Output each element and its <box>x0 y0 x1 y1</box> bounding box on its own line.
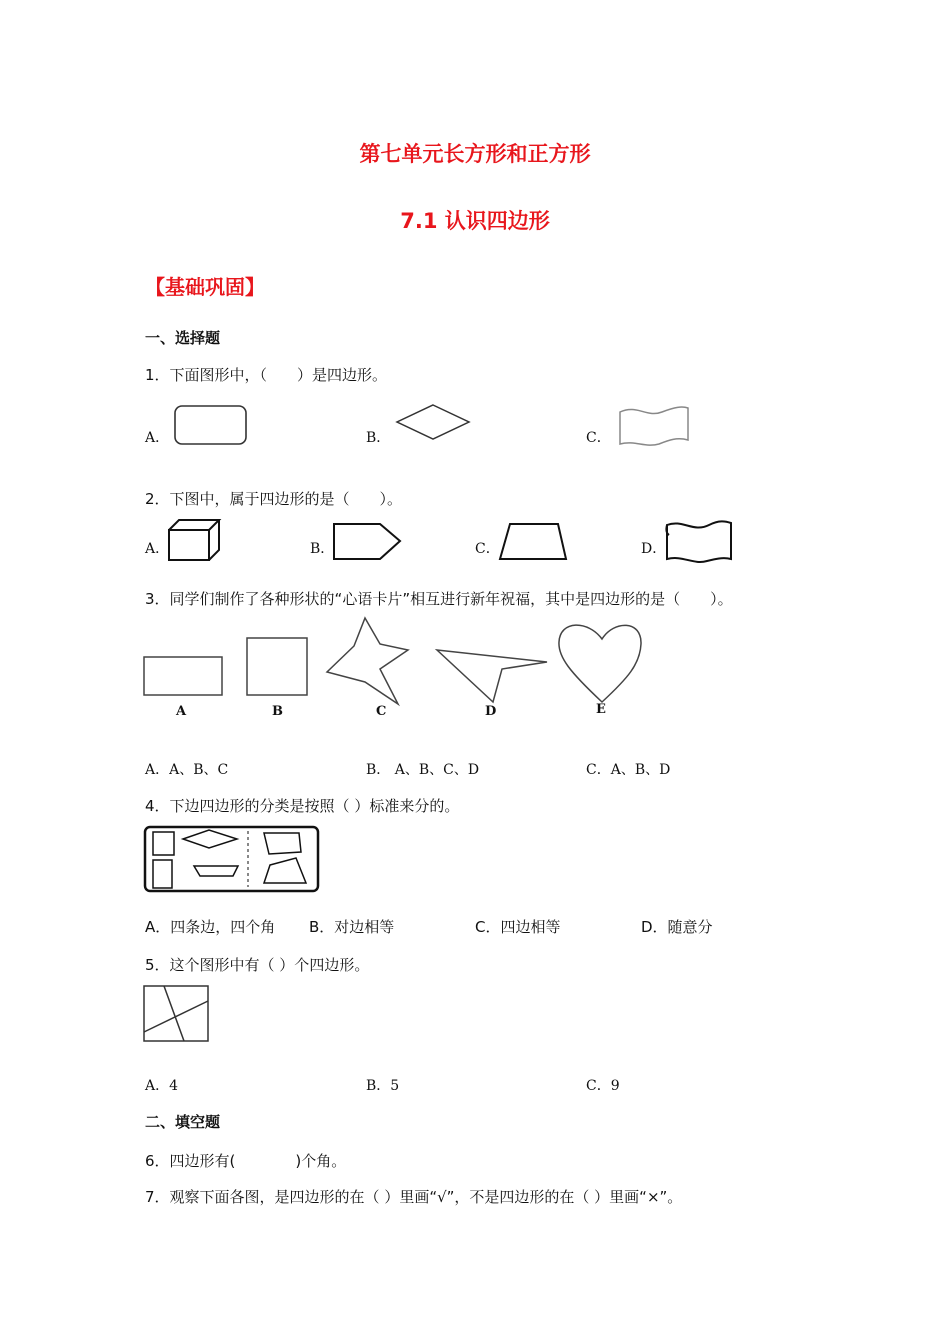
rounded-rectangle-figure <box>173 404 249 446</box>
q4-option-d: D．随意分 <box>641 918 713 936</box>
question-1: 1．下面图形中，（ ）是四边形。 <box>145 366 388 384</box>
section-tag: 【基础巩固】 <box>145 275 265 299</box>
card-star <box>327 618 408 704</box>
question-4: 4．下边四边形的分类是按照（ ）标准来分的。 <box>145 797 460 815</box>
question-6: 6．四边形有( )个角。 <box>145 1152 347 1170</box>
q3-option-a: A．A、B、C <box>145 762 229 778</box>
wavy-flag-figure <box>617 404 693 446</box>
card-label-e: E <box>596 702 606 717</box>
card-heart <box>559 625 641 702</box>
q5-option-b: B．5 <box>366 1078 400 1094</box>
question-3: 3．同学们制作了各种形状的“心语卡片”相互进行新年祝福，其中是四边形的是（ ）。 <box>145 590 733 608</box>
q1-option-b-label: B． <box>366 430 391 446</box>
q1-option-a-label: A． <box>145 430 170 446</box>
question-7: 7．观察下面各图，是四边形的在（ ）里画“√”，不是四边形的在（ ）里画“×”。 <box>145 1188 683 1206</box>
classification-figure <box>143 825 321 895</box>
q2-option-c-label: C． <box>475 541 500 557</box>
wavy-banner-figure <box>663 517 735 563</box>
unit-title: 第七单元长方形和正方形 <box>359 142 591 166</box>
q5-option-c: C．9 <box>586 1078 620 1094</box>
question-2: 2．下图中，属于四边形的是（ ）。 <box>145 490 403 508</box>
trapezoid-figure <box>498 522 570 562</box>
divided-square-figure <box>142 984 212 1044</box>
q4-option-b: B．对边相等 <box>309 918 395 936</box>
q3-option-c: C．A、B、D <box>586 762 671 778</box>
card-arrow <box>437 650 547 702</box>
greeting-cards-figure <box>140 612 660 724</box>
lesson-title: 7.1 认识四边形 <box>400 209 550 233</box>
q2-option-a-label: A． <box>145 541 170 557</box>
q4-option-a: A．四条边，四个角 <box>145 918 276 936</box>
pentagon-arrow-figure <box>332 522 404 562</box>
q2-option-b-label: B． <box>310 541 335 557</box>
q4-option-c: C．四边相等 <box>475 918 561 936</box>
part2-heading: 二、填空题 <box>145 1113 221 1131</box>
cube-figure <box>167 518 223 562</box>
q5-option-a: A．4 <box>145 1078 179 1094</box>
question-5: 5．这个图形中有（ ）个四边形。 <box>145 956 370 974</box>
card-label-d: D <box>485 704 497 719</box>
card-rectangle <box>144 657 222 695</box>
card-square <box>247 638 307 695</box>
rhombus-figure <box>395 403 473 443</box>
q2-option-d-label: D． <box>641 541 667 557</box>
q1-option-c-label: C． <box>586 430 611 446</box>
card-label-c: C <box>376 704 387 719</box>
q3-option-b: B． A、B、C、D <box>366 762 480 778</box>
part1-heading: 一、选择题 <box>145 329 221 347</box>
card-label-b: B <box>272 704 283 719</box>
card-label-a: A <box>176 704 187 719</box>
